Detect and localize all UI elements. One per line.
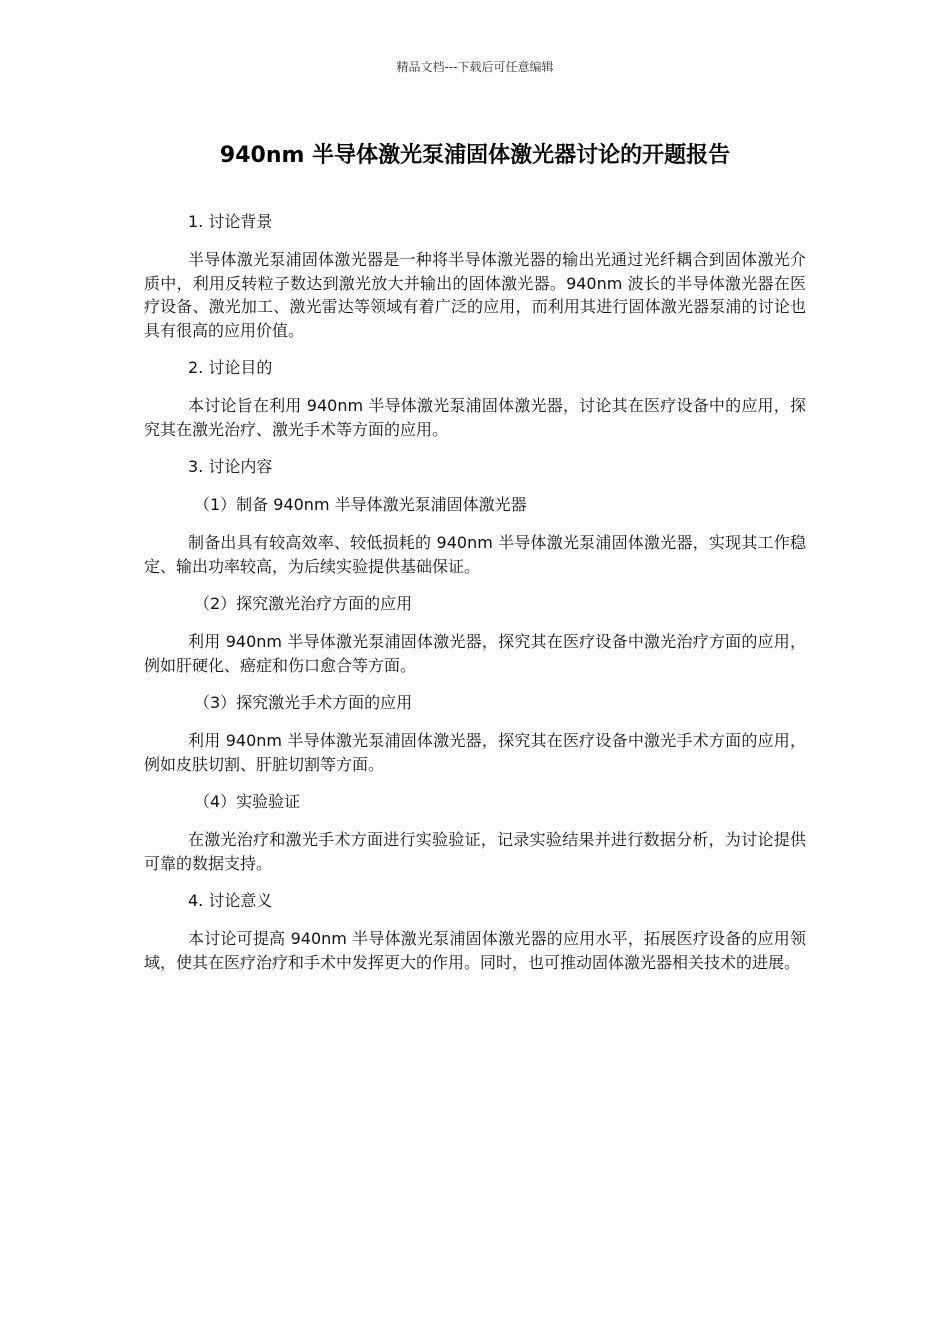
subheading-verification: （4）实验验证 — [194, 792, 301, 811]
header-note: 精品文档---下载后可任意编辑 — [396, 60, 554, 74]
paragraph-preparation: 制备出具有较高效率、较低损耗的 940nm 半导体激光泵浦固体激光器，实现其工作稳定、输出功率较高，为后续实验提供基础保证。 — [144, 533, 806, 576]
document-title: 940nm 半导体激光泵浦固体激光器讨论的开题报告 — [219, 143, 731, 168]
paragraph-verification: 在激光治疗和激光手术方面进行实验验证，记录实验结果并进行数据分析，为讨论提供可靠的数据支持。 — [144, 830, 806, 873]
paragraph-background: 半导体激光泵浦固体激光器是一种将半导体激光器的输出光通过光纤耦合到固体激光介质中，利用反转粒子数达到激光放大并输出的固体激光器。940nm 波长的半导体激光器在医疗设备、激光加工、激光雷达等领域有着广泛的应用，而利用其进行固体激光器泵浦的讨论也具有很高的应用价值。 — [144, 250, 806, 340]
section-heading-background: 1. 讨论背景 — [188, 212, 273, 231]
paragraph-therapy: 利用 940nm 半导体激光泵浦固体激光器，探究其在医疗设备中激光治疗方面的应用，例如肝硬化、癌症和伤口愈合等方面。 — [144, 632, 806, 675]
paragraph-surgery: 利用 940nm 半导体激光泵浦固体激光器，探究其在医疗设备中激光手术方面的应用，例如皮肤切割、肝脏切割等方面。 — [144, 731, 806, 774]
document-body — [144, 210, 806, 988]
subheading-preparation: （1）制备 940nm 半导体激光泵浦固体激光器 — [194, 495, 527, 514]
paragraph-significance: 本讨论可提高 940nm 半导体激光泵浦固体激光器的应用水平，拓展医疗设备的应用领域，使其在医疗治疗和手术中发挥更大的作用。同时，也可推动固体激光器相关技术的进展。 — [144, 929, 806, 972]
subheading-therapy: （2）探究激光治疗方面的应用 — [194, 594, 413, 613]
section-heading-purpose: 2. 讨论目的 — [188, 358, 273, 377]
subheading-surgery: （3）探究激光手术方面的应用 — [194, 693, 413, 712]
section-heading-significance: 4. 讨论意义 — [188, 891, 273, 910]
paragraph-purpose: 本讨论旨在利用 940nm 半导体激光泵浦固体激光器，讨论其在医疗设备中的应用，探究其在激光治疗、激光手术等方面的应用。 — [144, 396, 806, 439]
section-heading-content: 3. 讨论内容 — [188, 457, 273, 476]
